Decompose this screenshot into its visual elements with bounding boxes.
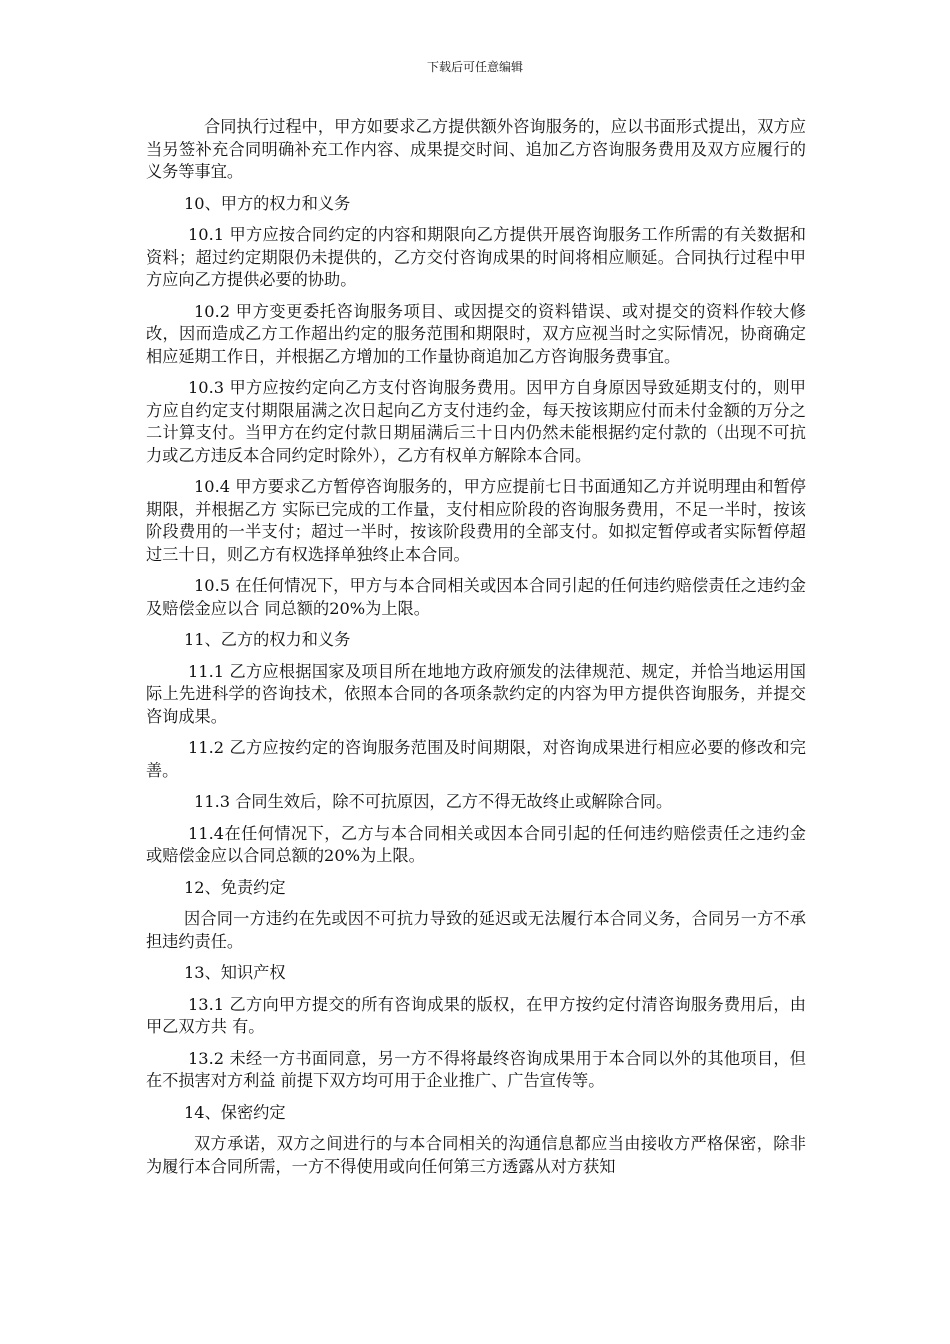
clause-10-5: 10.5 在任何情况下，甲方与本合同相关或因本合同引起的任何违约赔偿责任之违约金及赔偿金应以合 同总额的20%为上限。: [146, 576, 806, 618]
clause-11-4: 11.4在任何情况下，乙方与本合同相关或因本合同引起的任何违约赔偿责任之违约金或赔偿金应以合同总额的20%为上限。: [146, 823, 806, 865]
clause-11-1: 11.1 乙方应根据国家及项目所在地地方政府颁发的法律规范、规定，并恰当地运用国际上先进科学的咨询技术，依照本合同的各项条款约定的内容为甲方提供咨询服务，并提交咨询成果。: [146, 661, 806, 726]
clause-10-3: 10.3 甲方应按约定向乙方支付咨询服务费用。因甲方自身原因导致延期支付的，则甲方应自约定支付期限届满之次日起向乙方支付违约金，每天按该期应付而未付金额的万分之二计算支付。当甲方在约定付款日期届满后三十日内仍然未能根据约定付款的（出现不可抗力或乙方违反本合同约定时除外），乙方有权单方解除本合同。: [146, 378, 806, 465]
section-heading-14: 14、保密约定: [184, 1102, 286, 1122]
section-heading-11: 11、乙方的权力和义务: [184, 630, 351, 649]
section-heading-12: 12、免责约定: [184, 877, 286, 897]
clause-10-4: 10.4 甲方要求乙方暂停咨询服务的，甲方应提前七日书面通知乙方并说明理由和暂停期限，并根据乙方 实际已完成的工作量，支付相应阶段的咨询服务费用，不足一半时，按该阶段费用的一半支付；超过一半时，按该阶段费用的全部支付。如拟定暂停或者实际暂停超过三十日，则乙方有权选择单独终止本合同。: [146, 477, 806, 564]
clause-11-3: 11.3 合同生效后，除不可抗原因，乙方不得无故终止或解除合同。: [194, 792, 673, 811]
section-heading-10: 10、甲方的权力和义务: [184, 193, 351, 213]
paragraph-intro: 合同执行过程中，甲方如要求乙方提供额外咨询服务的，应以书面形式提出，双方应当另签补充合同明确补充工作内容、成果提交时间、追加乙方咨询服务费用及双方应履行的义务等事宜。: [146, 117, 806, 181]
clause-13-1: 13.1 乙方向甲方提交的所有咨询成果的版权，在甲方按约定付清咨询服务费用后，由甲乙双方共 有。: [146, 994, 806, 1036]
clause-10-1: 10.1 甲方应按合同约定的内容和期限向乙方提供开展咨询服务工作所需的有关数据和资料；超过约定期限仍未提供的，乙方交付咨询成果的时间将相应顺延。合同执行过程中甲方应向乙方提供必要的协助。: [146, 225, 806, 289]
clause-13-2: 13.2 未经一方书面同意，另一方不得将最终咨询成果用于本合同以外的其他项目，但在不损害对方利益 前提下双方均可用于企业推广、广告宣传等。: [146, 1048, 806, 1090]
clause-10-2: 10.2 甲方变更委托咨询服务项目、或因提交的资料错误、或对提交的资料作较大修改，因而造成乙方工作超出约定的服务范围和期限时，双方应视当时之实际情况，协商确定相应延期工作日，并根据乙方增加的工作量协商追加乙方咨询服务费事宜。: [146, 301, 806, 366]
document-body: [146, 116, 806, 1187]
clause-11-2: 11.2 乙方应按约定的咨询服务范围及时间期限，对咨询成果进行相应必要的修改和完善。: [146, 738, 806, 780]
clause-14-text: 双方承诺，双方之间进行的与本合同相关的沟通信息都应当由接收方严格保密，除非为履行本合同所需，一方不得使用或向任何第三方透露从对方获知: [146, 1134, 806, 1176]
clause-12-text: 因合同一方违约在先或因不可抗力导致的延迟或无法履行本合同义务，合同另一方不承担违约责任。: [146, 909, 806, 951]
section-heading-13: 13、知识产权: [184, 963, 286, 982]
page-header: 下载后可任意编辑: [426, 60, 523, 74]
